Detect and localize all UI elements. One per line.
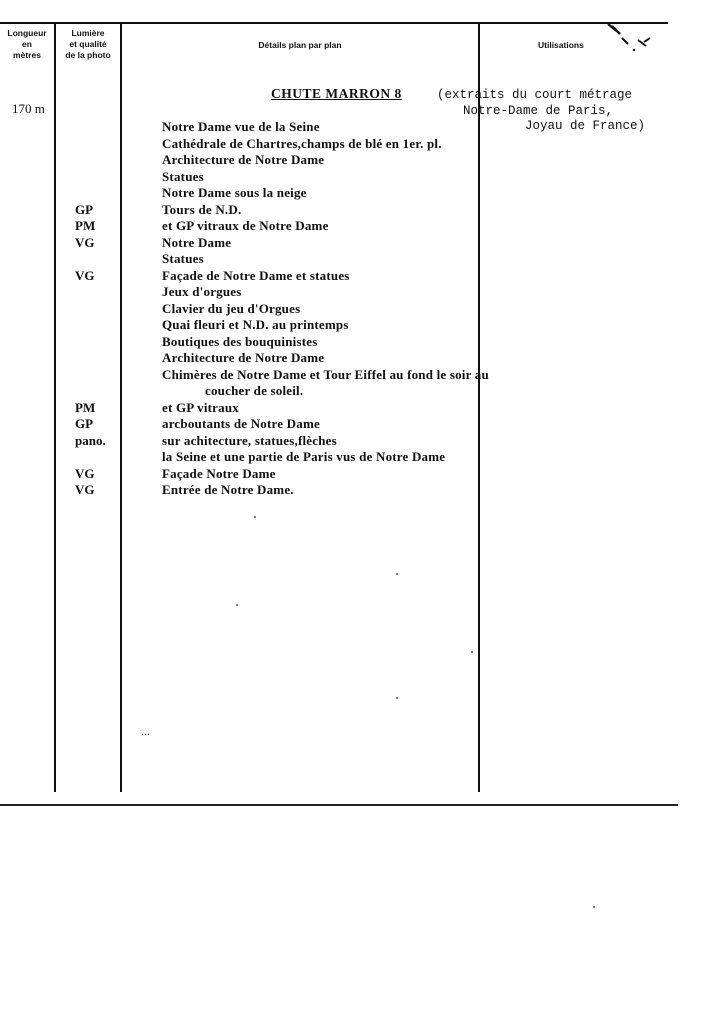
length-value: 170 m [12,101,45,116]
pen-scribble-icon [594,20,658,60]
shot-light-code: VG [75,268,95,283]
speck [396,697,398,699]
shot-detail: Notre Dame [162,235,232,250]
source-line-2: Notre-Dame de Paris, [463,104,614,118]
shot-detail: Façade de Notre Dame et statues [162,268,350,283]
shot-detail: Quai fleuri et N.D. au printemps [162,317,349,332]
header-light-quality: Lumière et qualité de la photo [65,28,111,60]
shot-detail: Architecture de Notre Dame [162,152,325,167]
shot-detail: Statues [162,169,204,184]
speck [471,651,473,653]
column-divider-1 [54,22,56,792]
shot-detail: Notre Dame vue de la Seine [162,119,320,134]
speck [593,906,595,908]
source-line-3: Joyau de France) [525,119,646,133]
header-uses: Utilisations [538,40,584,50]
shot-detail: sur achitecture, statues,flèches [162,433,337,448]
shot-detail: Boutiques des bouquinistes [162,334,318,349]
shot-light-code: VG [75,466,95,481]
column-divider-3 [478,22,480,792]
stray-mark: ... [141,724,150,738]
shot-detail: Notre Dame sous la neige [162,185,307,200]
shot-detail: Chimères de Notre Dame et Tour Eiffel au fond le soir au [162,367,489,382]
shot-detail: la Seine et une partie de Paris vus de Notre Dame [162,449,446,464]
shot-detail: et GP vitraux de Notre Dame [162,218,329,233]
shot-detail: Façade Notre Dame [162,466,276,481]
shot-light-code: PM [75,218,96,233]
column-divider-2 [120,22,122,792]
top-rule [0,22,668,24]
shot-light-code: pano. [75,433,106,448]
shot-detail: Jeux d'orgues [162,284,242,299]
shot-light-code: GP [75,202,94,217]
shot-detail: et GP vitraux [162,400,239,415]
header-length: Longueur en mètres [7,28,47,60]
shot-detail: Cathédrale de Chartres,champs de blé en 1er. pl. [162,136,442,151]
section-title: CHUTE MARRON 8 [271,86,402,101]
shot-detail: Architecture de Notre Dame [162,350,325,365]
shot-detail: Tours de N.D. [162,202,242,217]
shot-light-code: VG [75,235,95,250]
header-details: Détails plan par plan [258,40,342,50]
shot-detail: Clavier du jeu d'Orgues [162,301,301,316]
shot-detail: Statues [162,251,204,266]
shot-detail: Entrée de Notre Dame. [162,482,294,497]
speck [236,604,238,606]
bottom-rule [0,804,678,806]
shot-light-code: PM [75,400,96,415]
shot-light-code: GP [75,416,94,431]
speck [254,516,256,518]
shot-detail: arcboutants de Notre Dame [162,416,320,431]
source-line-1: (extraits du court métrage [437,88,633,102]
shot-detail: coucher de soleil. [205,383,304,398]
speck [396,573,398,575]
shot-light-code: VG [75,482,95,497]
